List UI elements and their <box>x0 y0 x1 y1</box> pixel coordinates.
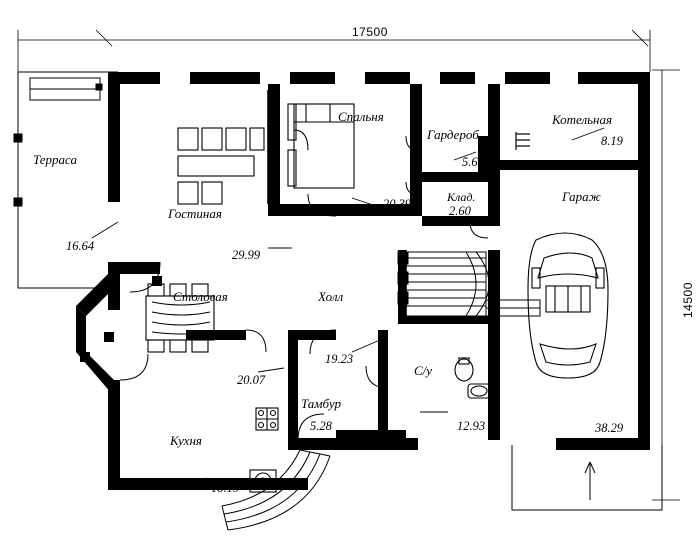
dimension-right: 14500 <box>681 282 695 318</box>
boiler-symbols <box>516 132 530 150</box>
room-area-bathroom: 12.93 <box>457 419 486 433</box>
room-label-hall: Холл <box>318 289 344 304</box>
room-area-kitchen: 18.19 <box>211 481 240 495</box>
room-area-vestibule: 5.28 <box>310 419 332 433</box>
room-area-dining: 20.07 <box>237 373 266 387</box>
room-label-kitchen: Кухня <box>170 433 202 448</box>
dimension-top: 17500 <box>352 25 388 39</box>
room-label-bathroom: С/у <box>414 363 433 378</box>
staircase <box>398 252 540 316</box>
room-area-boiler: 8.19 <box>601 134 623 148</box>
room-label-terrace: Терраса <box>33 152 77 167</box>
room-label-living: Гостиная <box>168 206 222 221</box>
room-area-storage: 2.60 <box>449 204 471 218</box>
room-label-storage: Клад. <box>447 190 476 204</box>
room-label-boiler: Котельная <box>552 112 613 127</box>
room-area-living: 29.99 <box>232 248 261 262</box>
bathroom-fixtures <box>455 358 490 398</box>
room-area-wardrobe: 5.61 <box>462 155 484 169</box>
room-area-terrace: 16.64 <box>66 239 95 253</box>
room-label-dining: Столовая <box>173 289 228 304</box>
room-label-wardrobe: Гардероб <box>427 127 479 142</box>
room-area-bedroom: 20.39 <box>383 197 412 211</box>
right-dimension <box>652 70 680 500</box>
living-room-furniture <box>178 128 264 204</box>
room-label-garage: Гараж <box>562 189 601 204</box>
room-area-hall: 19.23 <box>325 352 354 366</box>
top-dimension <box>18 30 650 72</box>
room-label-vestibule: Тамбур <box>301 396 342 411</box>
room-area-garage: 38.29 <box>595 421 624 435</box>
room-label-bedroom: Спальня <box>338 109 384 124</box>
walls <box>80 72 650 490</box>
